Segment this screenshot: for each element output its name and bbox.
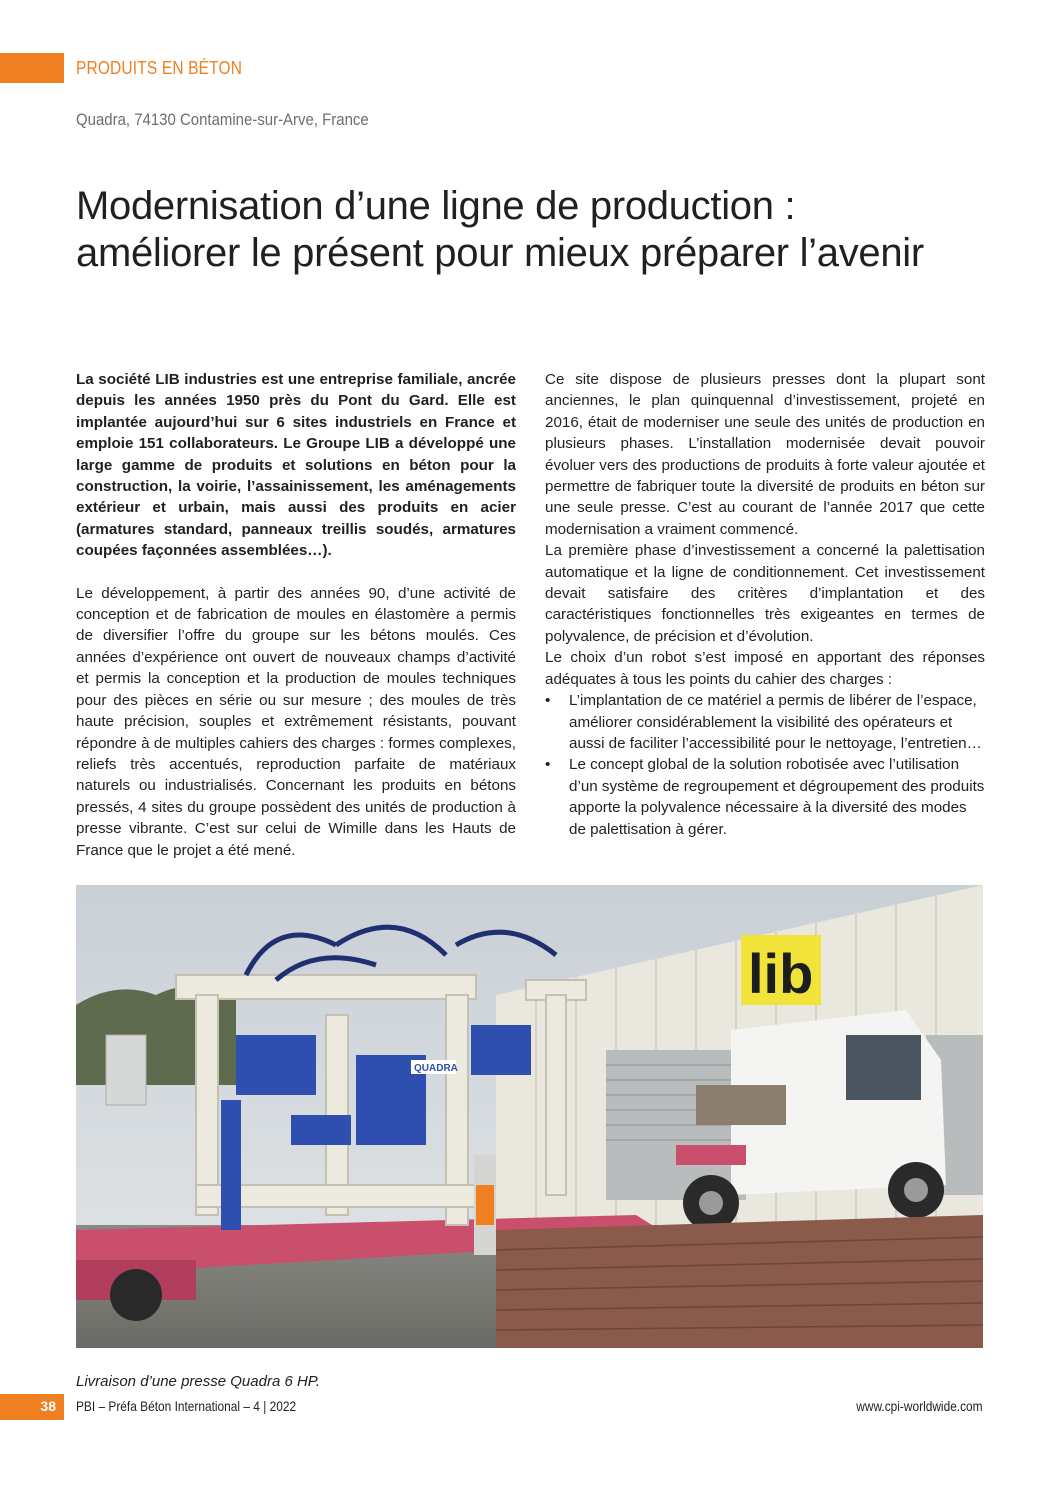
article-photo — [76, 885, 983, 1348]
company-location: Quadra, 74130 Contamine-sur-Arve, France — [76, 110, 369, 129]
article-paragraph: Ce site dispose de plusieurs presses dont la plupart sont anciennes, le plan quinquennal d’investissement, projeté en 2016, était de moderniser une seule des unités de production en plusieurs phases. L’installation modernisée devait pouvoir évoluer vers des productions de produits à forte valeur ajoutée et permettre de fabriquer toute la diversité de produits en béton sur une seule presse. C’est au courant de l’année 2017 que cette modernisation a vraiment commencé. — [545, 371, 985, 538]
article-paragraph: Le choix d’un robot s’est imposé en apportant des réponses adéquates à tous les points du cahier des charges : — [545, 649, 985, 688]
photo-illustration — [76, 885, 983, 1348]
article-paragraph: La première phase d’investissement a concerné la palettisation automatique et la ligne de conditionnement. Cet investissement devait satisfaire des critères d’implantation et des caractéristiques fonctionnelles très exigeantes en termes de polyvalence, de précision et d’évolution. — [545, 542, 985, 645]
section-color-bar — [0, 53, 64, 83]
article-lead: La société LIB industries est une entreprise familiale, ancrée depuis les années 1950 près du Pont du Gard. Elle est implantée aujourd’hui sur 6 sites industriels en France et emploie 151 collaborateurs. Le Groupe LIB a développé une large gamme de produits et solutions en béton pour la construction, la voirie, l’assainissement, les aménagements extérieur et urbain, mais aussi des produits en acier (armatures standard, panneaux treillis soudés, armatures coupées façonnées assemblées…). — [76, 371, 516, 560]
bullet-list — [545, 690, 985, 840]
footer-publication: PBI – Préfa Béton International – 4 | 2022 — [76, 1398, 297, 1414]
machine-label: QUADRA — [414, 1063, 458, 1074]
footer-website-link[interactable]: www.cpi-worldwide.com — [856, 1398, 983, 1414]
lib-logo-text: lib — [748, 942, 814, 1005]
article-paragraph: Le développement, à partir des années 90, d’une activité de conception et de fabrication de moules en élastomère a permis de diversifier l’offre du groupe sur les bétons moulés. Ces années d’expérience ont ouvert de nouveaux champs d’activité et permis la conception et la production de moules techniques pour des pièces en série ou sur mesure ; des moules de très haute précision, souples et extrêmement résistants, pouvant répondre à de multiples cahiers des charges : formes complexes, reliefs très accentués, reproduction parfaite de matériaux naturels ou industrialisés. Concernant les produits en bétons pressés, 4 sites du groupe possèdent des unités de production à presse vibrante. C’est sur celui de Wimille dans les Hauts de France que le projet a été mené. — [76, 584, 516, 859]
section-label: PRODUITS EN BÉTON — [76, 58, 243, 78]
article-column-left — [76, 369, 516, 861]
bullet-item: • Le concept global de la solution robotisée avec l’utilisation d’un système de regroupement et dégroupement des produits apporte la polyvalence nécessaire à la diversité des modes de palettisation à gérer. — [545, 754, 985, 840]
page-number: 38 — [40, 1398, 56, 1414]
photo-caption: Livraison d’une presse Quadra 6 HP. — [76, 1373, 321, 1390]
headline-line-2: améliorer le présent pour mieux préparer l’avenir — [76, 231, 924, 275]
article-headline — [76, 183, 1036, 277]
article-column-right — [545, 369, 985, 840]
bullet-item: • L’implantation de ce matériel a permis de libérer de l’espace, améliorer considérablement la visibilité des opérateurs et aussi de faciliter l’accessibilité pour le nettoyage, l’entretien… — [545, 690, 985, 754]
headline-line-1: Modernisation d’une ligne de production : — [76, 184, 796, 228]
